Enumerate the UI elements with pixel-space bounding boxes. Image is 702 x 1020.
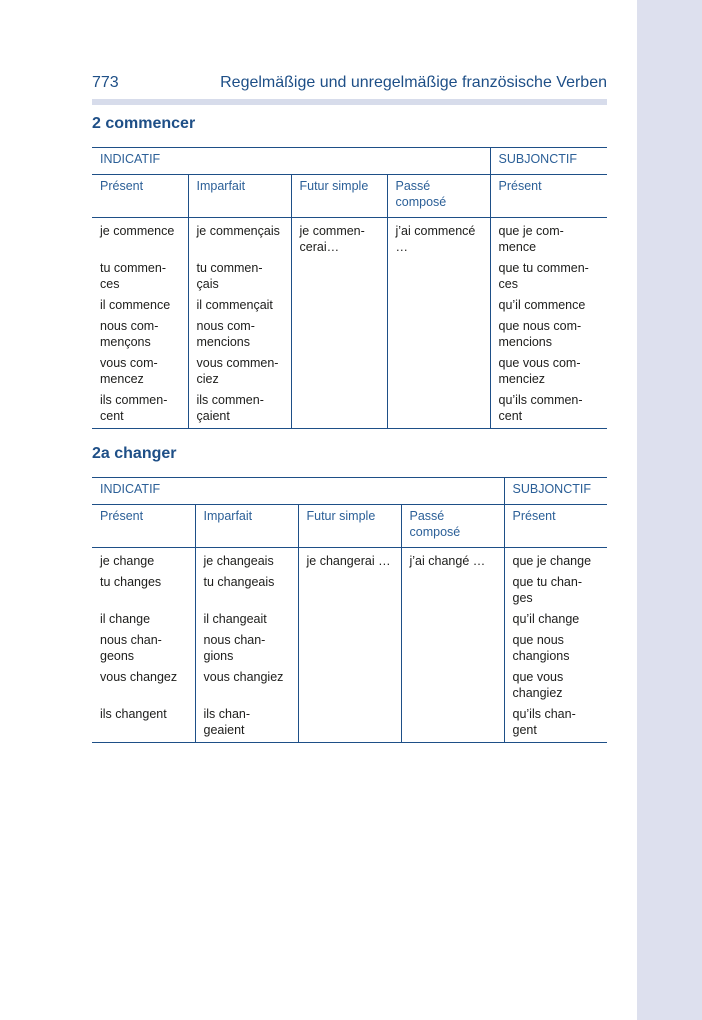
group-header-indicatif: INDICATIF [92, 478, 504, 505]
conjugation-cell [291, 316, 387, 353]
conjugation-row [92, 630, 607, 667]
conjugation-row [92, 704, 607, 743]
column-header: Passé composé [401, 505, 504, 548]
column-header: Imparfait [188, 175, 291, 218]
conjugation-cell: je change [100, 554, 155, 568]
conjugation-cell: tu changeais [195, 572, 298, 609]
conjugation-cell: que tu commen- ces [490, 258, 607, 295]
conjugation-cell: j’ai changé … [401, 548, 504, 573]
running-title: Regelmäßige und unregelmäßige französische Verben [220, 74, 607, 91]
column-header: Imparfait [195, 505, 298, 548]
group-header-subjonctif: SUBJONCTIF [504, 478, 607, 505]
conjugation-cell: tu commen- çais [188, 258, 291, 295]
conjugation-cell [401, 630, 504, 667]
conjugation-cell: vous changez [100, 670, 178, 684]
conjugation-cell: tu commen- ces [100, 261, 166, 291]
conjugation-cell: que nous com- mencions [490, 316, 607, 353]
conjugation-cell: nous com- mencions [188, 316, 291, 353]
conjugation-cell: ils commen- çaient [188, 390, 291, 429]
conjugation-cell [387, 353, 490, 390]
conjugation-cell [401, 667, 504, 704]
conjugation-cell: je commence [100, 224, 175, 238]
section-title-changer: 2a changer [92, 445, 177, 462]
conjugation-cell: ils commen- cent [92, 390, 188, 429]
conjugation-cell: qu’il commence [490, 295, 607, 316]
conjugation-row [92, 667, 607, 704]
conjugation-cell: je changerai … [298, 548, 401, 573]
conjugation-cell: ils changent [92, 704, 195, 743]
conjugation-cell: que tu chan- ges [504, 572, 607, 609]
page-number: 773 [92, 74, 119, 91]
conjugation-cell [387, 295, 490, 316]
conjugation-row [92, 390, 607, 429]
conjugation-cell: ils chan- geaient [195, 704, 298, 743]
conjugation-row [92, 218, 607, 259]
conjugation-cell: nous chan- gions [195, 630, 298, 667]
conjugation-cell: vous commen- ciez [188, 353, 291, 390]
conjugation-row [92, 353, 607, 390]
conjugation-cell [291, 258, 387, 295]
column-header: Passé composé [387, 175, 490, 218]
page-header [92, 74, 607, 94]
conjugation-cell: nous com- mençons [100, 319, 159, 349]
group-header-subjonctif: SUBJONCTIF [490, 148, 607, 175]
conjugation-cell [298, 704, 401, 743]
conjugation-cell [387, 258, 490, 295]
page-side-margin [637, 0, 702, 1020]
conjugation-cell [401, 572, 504, 609]
conjugation-cell: que je com- mence [490, 218, 607, 259]
conjugation-cell [291, 353, 387, 390]
conjugation-cell: je commen- cerai… [291, 218, 387, 259]
header-rule [92, 99, 607, 105]
conjugation-cell [387, 390, 490, 429]
conjugation-row [92, 572, 607, 609]
conjugation-cell: il changeait [195, 609, 298, 630]
conjugation-cell: qu’ils chan- gent [504, 704, 607, 743]
conjugation-cell: qu’ils commen- cent [490, 390, 607, 429]
conjugation-cell: il commence [100, 298, 171, 312]
conjugation-row [92, 258, 607, 295]
conjugation-cell: tu changes [100, 575, 162, 589]
conjugation-cell: j’ai commencé … [387, 218, 490, 259]
conjugation-row [92, 548, 607, 573]
conjugation-cell: vous com- mencez [100, 356, 158, 386]
conjugation-cell: il commençait [188, 295, 291, 316]
conjugation-cell [291, 295, 387, 316]
section-title-commencer: 2 commencer [92, 115, 196, 132]
column-header: Futur simple [291, 175, 387, 218]
conjugation-cell [298, 630, 401, 667]
conjugation-table-commencer [92, 147, 607, 429]
conjugation-cell: nous chan- geons [100, 633, 162, 663]
conjugation-cell [298, 609, 401, 630]
conjugation-cell: que nous changions [504, 630, 607, 667]
conjugation-cell [291, 390, 387, 429]
conjugation-cell: que vous com- menciez [490, 353, 607, 390]
conjugation-cell: il change [100, 612, 151, 626]
conjugation-cell: qu’il change [504, 609, 607, 630]
conjugation-cell: vous changiez [195, 667, 298, 704]
conjugation-cell [401, 609, 504, 630]
conjugation-cell [298, 572, 401, 609]
conjugation-cell: je changeais [195, 548, 298, 573]
conjugation-table-changer [92, 477, 607, 743]
conjugation-cell: que je change [504, 548, 607, 573]
conjugation-cell: que vous changiez [504, 667, 607, 704]
column-header: Futur simple [298, 505, 401, 548]
group-header-indicatif: INDICATIF [92, 148, 490, 175]
column-header: Présent [92, 505, 195, 548]
conjugation-row [92, 316, 607, 353]
column-header: Présent [504, 505, 607, 548]
conjugation-cell: je commençais [188, 218, 291, 259]
conjugation-row [92, 609, 607, 630]
conjugation-cell [298, 667, 401, 704]
conjugation-row [92, 295, 607, 316]
conjugation-cell [387, 316, 490, 353]
column-header: Présent [92, 175, 188, 218]
column-header: Présent [490, 175, 607, 218]
conjugation-cell [401, 704, 504, 743]
